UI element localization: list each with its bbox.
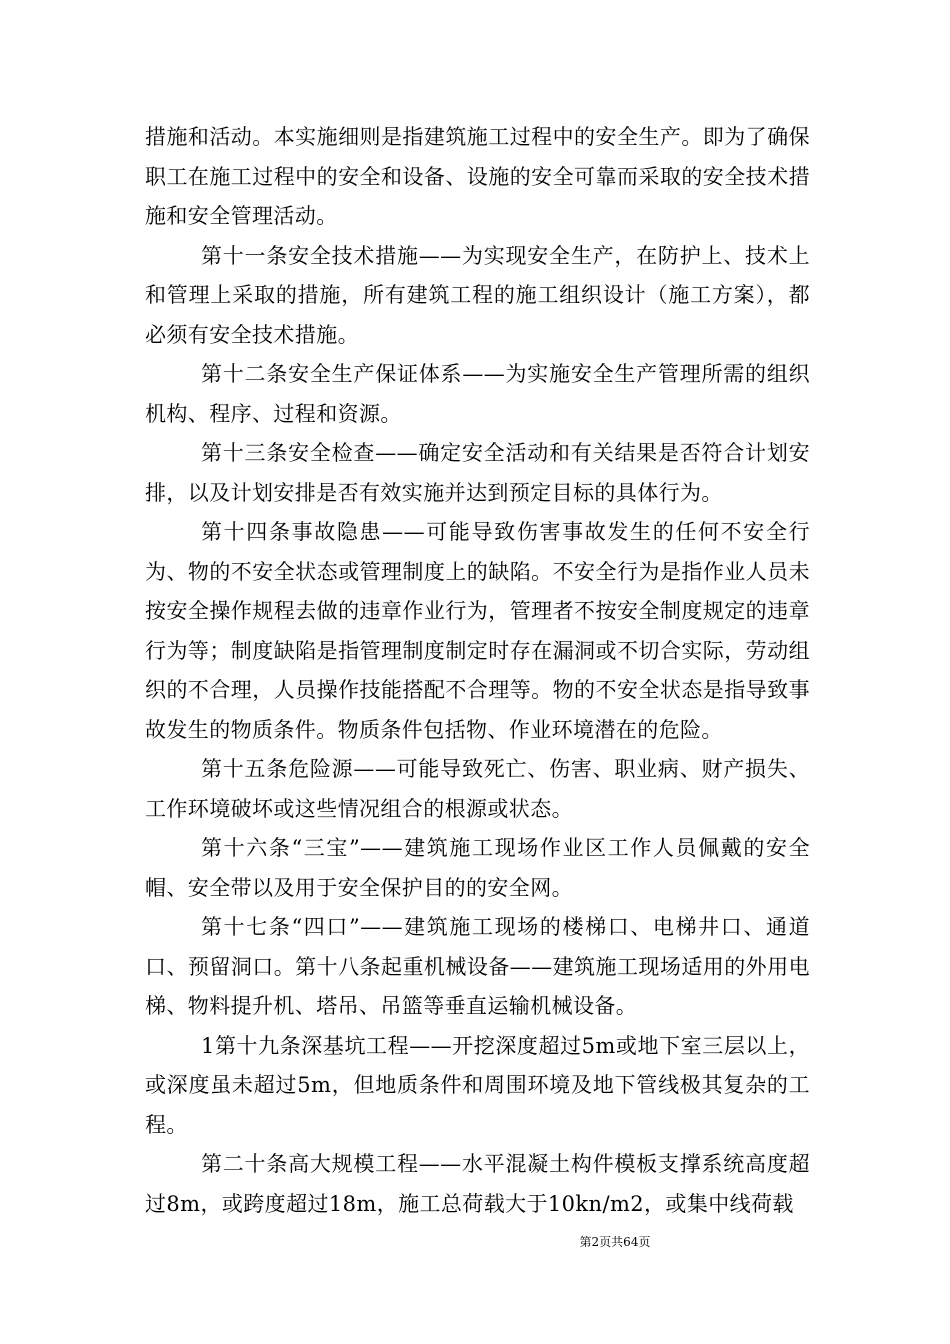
page-number-footer: 第2页共64页 xyxy=(579,1235,651,1249)
paragraph: 1第十九条深基坑工程——开挖深度超过5m或地下室三层以上，或深度虽未超过5m，但地质条件和周围环境及地下管线极其复杂的工程。 xyxy=(145,1033,810,1137)
paragraph: 第十一条安全技术措施——为实现安全生产，在防护上、技术上和管理上采取的措施，所有建筑工程的施工组织设计（施工方案），都必须有安全技术措施。 xyxy=(145,243,810,347)
paragraph: 第十七条“四口”——建筑施工现场的楼梯口、电梯井口、通道口、预留洞口。第十八条起重机械设备——建筑施工现场适用的外用电梯、物料提升机、塔吊、吊篮等垂直运输机械设备。 xyxy=(145,915,810,1018)
paragraph: 第十六条“三宝”——建筑施工现场作业区工作人员佩戴的安全帽、安全带以及用于安全保护目的的安全网。 xyxy=(145,836,810,900)
paragraph: 第十五条危险源——可能导致死亡、伤害、职业病、财产损失、工作环境破坏或这些情况组合的根源或状态。 xyxy=(145,757,810,821)
body-text xyxy=(145,118,810,1224)
paragraph: 第十二条安全生产保证体系——为实施安全生产管理所需的组织机构、程序、过程和资源。 xyxy=(145,362,810,426)
paragraph: 措施和活动。本实施细则是指建筑施工过程中的安全生产。即为了确保职工在施工过程中的安全和设备、设施的安全可靠而采取的安全技术措施和安全管理活动。 xyxy=(145,125,810,228)
paragraph: 第二十条高大规模工程——水平混凝土构件模板支撑系统高度超过8m，或跨度超过18m，施工总荷载大于10kn/m2，或集中线荷载 xyxy=(145,1152,810,1216)
paragraph: 第十三条安全检查——确定安全活动和有关结果是否符合计划安排，以及计划安排是否有效实施并达到预定目标的具体行为。 xyxy=(145,441,810,505)
paragraph: 第十四条事故隐患——可能导致伤害事故发生的任何不安全行为、物的不安全状态或管理制度上的缺陷。不安全行为是指作业人员未按安全操作规程去做的违章作业行为，管理者不按安全制度规定的违章行为等；制度缺陷是指管理制度制定时存在漏洞或不切合实际，劳动组织的不合理，人员操作技能搭配不合理等。物的不安全状态是指导致事故发生的物质条件。物质条件包括物、作业环境潜在的危险。 xyxy=(145,520,810,742)
